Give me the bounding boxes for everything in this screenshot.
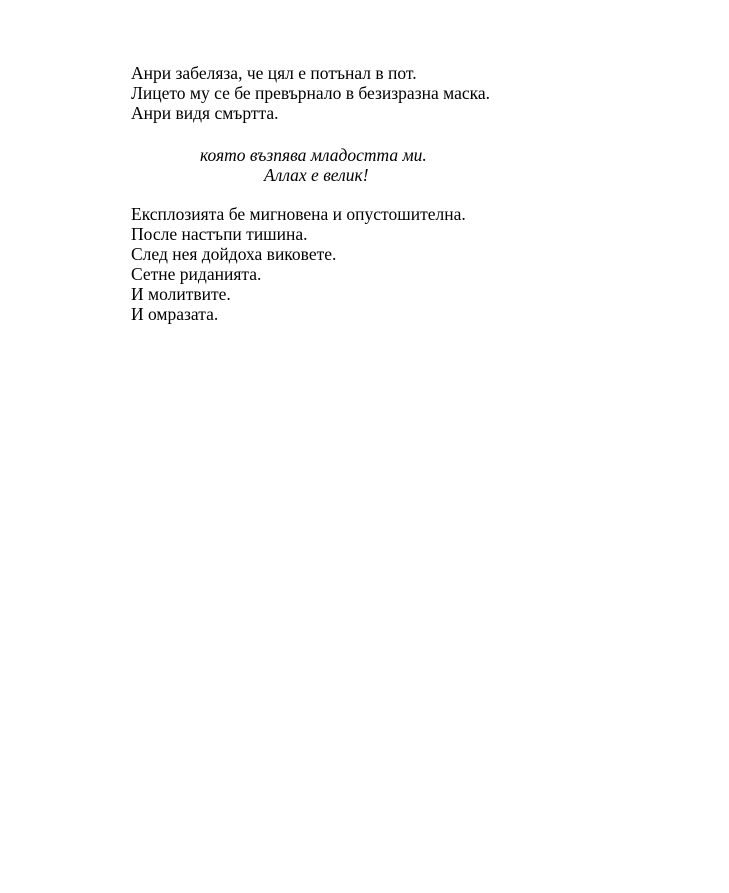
text-line: И омразата. bbox=[131, 304, 219, 324]
verse-line: която възпява младостта ми. bbox=[200, 145, 427, 165]
text-line: Експлозията бе мигновена и опустошителна. bbox=[131, 204, 466, 224]
text-line: И молитвите. bbox=[131, 284, 231, 304]
text-line: После настъпи тишина. bbox=[131, 224, 308, 244]
text-line: След нея дойдоха виковете. bbox=[131, 244, 337, 264]
paragraph-henri bbox=[131, 63, 490, 123]
verse-line: Аллах е велик! bbox=[264, 165, 369, 185]
italic-verse bbox=[0, 145, 729, 185]
text-line: Анри забеляза, че цял е потънал в пот. bbox=[131, 63, 417, 83]
paragraph-explosion bbox=[131, 204, 466, 324]
text-line: Лицето му се бе превърнало в безизразна маска. bbox=[131, 83, 490, 103]
text-line: Сетне риданията. bbox=[131, 264, 262, 284]
text-line: Анри видя смъртта. bbox=[131, 103, 279, 123]
